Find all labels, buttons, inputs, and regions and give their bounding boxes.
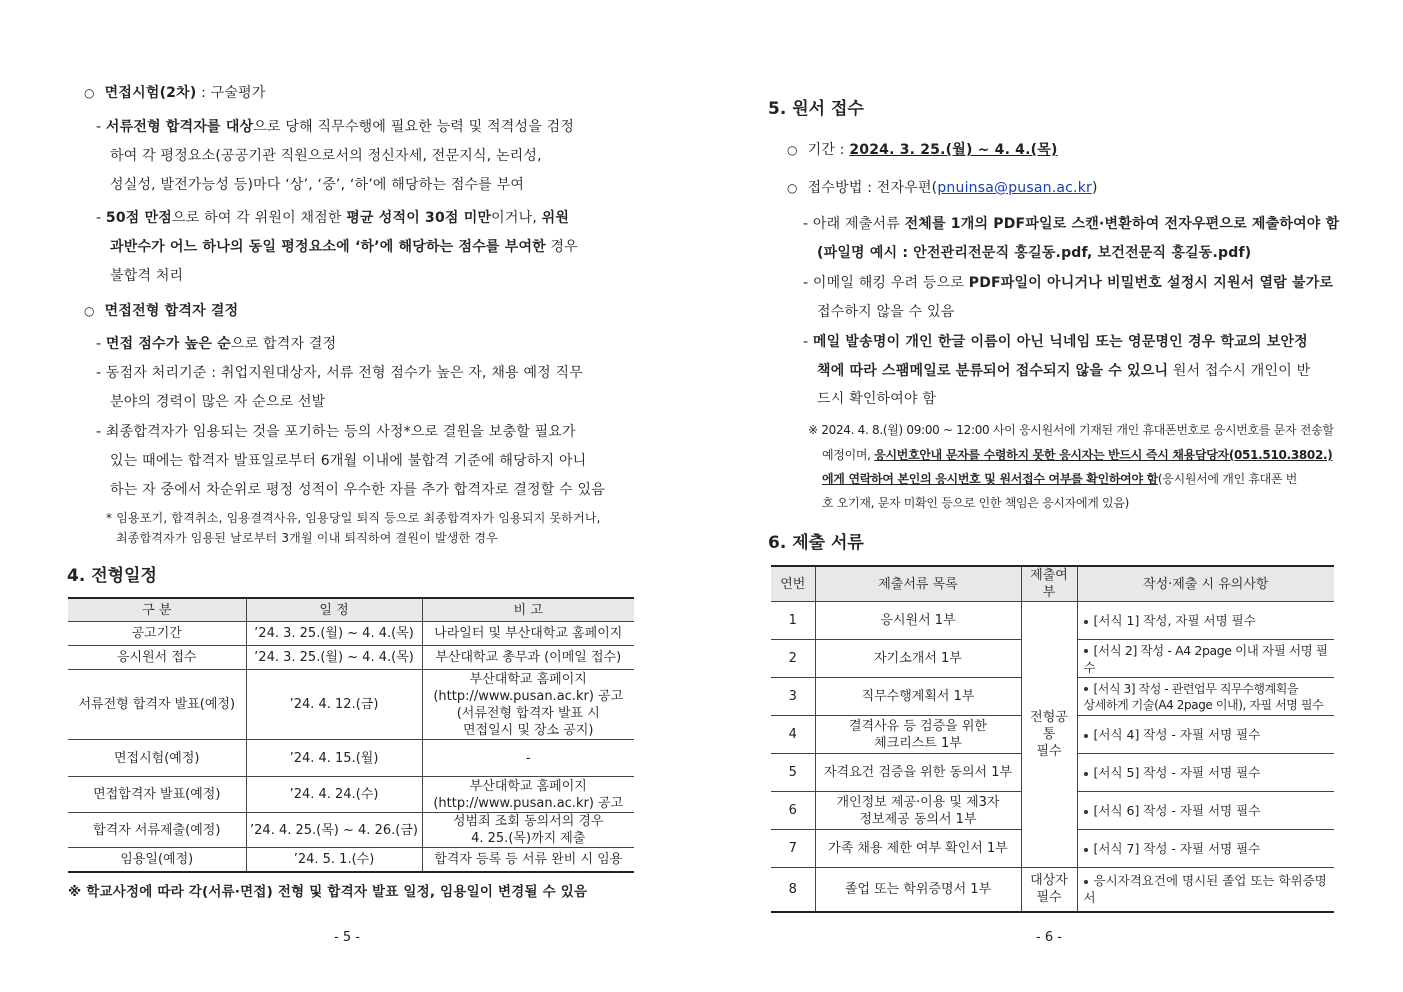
notice-line4: 호 오기재, 문자 미확인 등으로 인한 책임은 응시자에게 있음) xyxy=(822,496,1130,510)
table-row xyxy=(68,670,634,740)
table-header: 비 고 xyxy=(422,598,634,622)
table-cell: ’24. 5. 1.(수) xyxy=(246,848,422,872)
table-cell: 자기소개서 1부 xyxy=(815,640,1021,678)
table-header: 연번 xyxy=(771,566,815,602)
interview-p1-line2: 하여 각 평정요소(공공기관 직원으로서의 정신자세, 전문지식, 논리성, xyxy=(110,148,542,164)
table-header-row xyxy=(771,566,1334,602)
email-link[interactable]: pnuinsa@pusan.ac.kr xyxy=(937,180,1092,196)
period-line: ○ 기간 : 2024. 3. 25.(월) ~ 4. 4.(목) xyxy=(787,142,1058,158)
footnote-line2: 최종합격자가 임용된 날로부터 3개월 이내 퇴직하여 결원이 발생한 경우 xyxy=(116,531,498,545)
notice-line3: 에게 연락하여 본인의 응시번호 및 원서접수 여부를 확인하여야 함(응시원서에 개인 휴대폰 번 xyxy=(822,472,1298,486)
bullet-icon xyxy=(1084,772,1088,776)
table-cell: 1 xyxy=(771,602,815,640)
table-cell: ’24. 4. 15.(월) xyxy=(246,740,422,777)
table-cell: 3 xyxy=(771,678,815,716)
table-cell: 부산대학교 홈페이지 (http://www.pusan.ac.kr) 공고 (서류전형 합격자 발표 시 면접일시 및 장소 공지) xyxy=(422,670,634,740)
table-cell: 응시원서 접수 xyxy=(68,646,246,670)
table-row xyxy=(68,813,634,848)
required-target-cell: 대상자 필수 xyxy=(1021,868,1077,912)
table-header: 제출여부 xyxy=(1021,566,1077,602)
table-cell: 응시자격요건에 명시된 졸업 또는 학위증명서 xyxy=(1077,868,1334,912)
table-header: 일 정 xyxy=(246,598,422,622)
table-cell: 합격자 서류제출(예정) xyxy=(68,813,246,848)
decide-heading: ○ 면접전형 합격자 결정 xyxy=(84,303,239,319)
method-item2-line2: 접수하지 않을 수 있음 xyxy=(817,304,955,320)
table-cell: - xyxy=(422,740,634,777)
circle-bullet-icon: ○ xyxy=(84,304,95,318)
table-cell: 개인정보 제공·이용 및 제3자 정보제공 동의서 1부 xyxy=(815,792,1021,830)
circle-bullet-icon: ○ xyxy=(84,86,95,100)
required-common-cell: 전형공통 필수 xyxy=(1021,602,1077,868)
table-cell: ’24. 3. 25.(월) ~ 4. 4.(목) xyxy=(246,646,422,670)
table-row xyxy=(68,777,634,813)
table-cell: 면접합격자 발표(예정) xyxy=(68,777,246,813)
method-line: ○ 접수방법 : 전자우편(pnuinsa@pusan.ac.kr) xyxy=(787,180,1098,196)
notice-line2: 예정이며, 응시번호안내 문자를 수령하지 못한 응시자는 반드시 즉시 채용담당자(051.510.3802.) xyxy=(822,448,1333,462)
method-item1-line1: - 아래 제출서류 전체를 1개의 PDF파일로 스캔·변환하여 전자우편으로 제출하여야 함 xyxy=(803,216,1340,232)
table-cell: 자격요건 검증을 위한 동의서 1부 xyxy=(815,754,1021,792)
bullet-icon xyxy=(1084,687,1088,691)
table-cell: 직무수행계획서 1부 xyxy=(815,678,1021,716)
method-item2-line1: - 이메일 해킹 우려 등으로 PDF파일이 아니거나 비밀번호 설정시 지원서 열람 불가로 xyxy=(803,275,1334,291)
table-cell: 서류전형 합격자 발표(예정) xyxy=(68,670,246,740)
bullet-icon xyxy=(1084,620,1088,624)
schedule-table xyxy=(68,597,634,873)
interview-p2-line2: 과반수가 어느 하나의 동일 평정요소에 ‘하’에 해당하는 점수를 부여한 경우 xyxy=(110,239,579,255)
table-cell: ’24. 4. 25.(목) ~ 4. 26.(금) xyxy=(246,813,422,848)
table-cell: 2 xyxy=(771,640,815,678)
circle-bullet-icon: ○ xyxy=(787,143,798,157)
bullet-icon xyxy=(1084,734,1088,738)
circle-bullet-icon: ○ xyxy=(787,181,798,195)
table-cell: 8 xyxy=(771,868,815,912)
table-cell: 부산대학교 총무과 (이메일 접수) xyxy=(422,646,634,670)
documents-table xyxy=(771,565,1334,913)
notice-line1: ※ 2024. 4. 8.(월) 09:00 ~ 12:00 사이 응시원서에 기재된 개인 휴대폰번호로 응시번호를 문자 전송할 xyxy=(808,423,1334,437)
interview-p2-line1: - 50점 만점으로 하여 각 위원이 채점한 평균 성적이 30점 미만이거나, 위원 xyxy=(96,210,570,226)
interview-p2-line3: 불합격 처리 xyxy=(110,268,184,284)
table-cell: 졸업 또는 학위증명서 1부 xyxy=(815,868,1021,912)
footnote-line1: * 임용포기, 합격취소, 임용결격사유, 임용당일 퇴직 등으로 최종합격자가 임용되지 못하거나, xyxy=(106,511,601,525)
interview-heading: ○ 면접시험(2차) : 구술평가 xyxy=(84,85,266,101)
table-cell: [서식 7] 작성 - 자필 서명 필수 xyxy=(1077,830,1334,868)
bullet-icon xyxy=(1084,810,1088,814)
table-cell: [서식 3] 작성 - 관련업무 직무수행계획을 상세하게 기술(A4 2page 이내), 자필 서명 필수 xyxy=(1077,678,1334,716)
table-cell: [서식 5] 작성 - 자필 서명 필수 xyxy=(1077,754,1334,792)
table-header: 작성·제출 시 유의사항 xyxy=(1077,566,1334,602)
table-cell: 가족 채용 제한 여부 확인서 1부 xyxy=(815,830,1021,868)
table-cell: 결격사유 등 검증을 위한 체크리스트 1부 xyxy=(815,716,1021,754)
decide-line2: - 동점자 처리기준 : 취업지원대상자, 서류 전형 점수가 높은 자, 채용 예정 직무 xyxy=(96,365,583,381)
table-header: 제출서류 목록 xyxy=(815,566,1021,602)
bullet-icon xyxy=(1084,848,1088,852)
table-cell: [서식 2] 작성 - A4 2page 이내 자필 서명 필수 xyxy=(1077,640,1334,678)
table-cell: 나라일터 및 부산대학교 홈페이지 xyxy=(422,622,634,646)
decide-line2b: 분야의 경력이 많은 자 순으로 선발 xyxy=(110,394,326,410)
method-item1-line2: (파일명 예시 : 안전관리전문직 홍길동.pdf, 보건전문직 홍길동.pdf) xyxy=(817,245,1252,261)
bullet-icon xyxy=(1084,649,1088,653)
table-cell: ’24. 4. 24.(수) xyxy=(246,777,422,813)
table-row xyxy=(68,740,634,777)
table-cell: 7 xyxy=(771,830,815,868)
interview-p1-line3: 성실성, 발전가능성 등)마다 ‘상’, ‘중’, ‘하’에 해당하는 점수를 부여 xyxy=(110,177,525,193)
page-number-left: - 5 - xyxy=(334,930,360,945)
table-cell: 응시원서 1부 xyxy=(815,602,1021,640)
section-5-title: 5. 원서 접수 xyxy=(768,99,864,119)
table-cell: [서식 6] 작성 - 자필 서명 필수 xyxy=(1077,792,1334,830)
table-cell: 공고기간 xyxy=(68,622,246,646)
table-cell: 면접시험(예정) xyxy=(68,740,246,777)
table-header: 구 분 xyxy=(68,598,246,622)
section-6-title: 6. 제출 서류 xyxy=(768,533,864,553)
section-4-title: 4. 전형일정 xyxy=(67,566,157,586)
page-number-right: - 6 - xyxy=(1036,930,1062,945)
table-cell: 부산대학교 홈페이지 (http://www.pusan.ac.kr) 공고 xyxy=(422,777,634,813)
table-cell: [서식 4] 작성 - 자필 서명 필수 xyxy=(1077,716,1334,754)
table-row xyxy=(68,646,634,670)
table-cell: 임용일(예정) xyxy=(68,848,246,872)
interview-p1-line1: - 서류전형 합격자를 대상으로 당해 직무수행에 필요한 능력 및 적격성을 검정 xyxy=(96,119,575,135)
table-row xyxy=(771,602,1334,640)
table-row xyxy=(771,868,1334,912)
table-header-row xyxy=(68,598,634,622)
method-item3-line1: - 메일 발송명이 개인 한글 이름이 아닌 닉네임 또는 영문명인 경우 학교의 보안정 xyxy=(803,334,1308,350)
table-cell: 성범죄 조회 동의서의 경우 4. 25.(목)까지 제출 xyxy=(422,813,634,848)
table-cell: 합격자 등록 등 서류 완비 시 임용 xyxy=(422,848,634,872)
method-item3-line3: 드시 확인하여야 함 xyxy=(817,391,937,407)
table-row xyxy=(68,622,634,646)
decide-line1: - 면접 점수가 높은 순으로 합격자 결정 xyxy=(96,336,337,352)
table-cell: 6 xyxy=(771,792,815,830)
bullet-icon xyxy=(1084,880,1088,884)
table-cell: ’24. 4. 12.(금) xyxy=(246,670,422,740)
schedule-note: ※ 학교사정에 따라 각(서류·면접) 전형 및 합격자 발표 일정, 임용일이 변경될 수 있음 xyxy=(68,884,588,900)
decide-line3c: 하는 자 중에서 차순위로 평정 성적이 우수한 자를 추가 합격자로 결정할 수 있음 xyxy=(110,482,605,498)
table-row xyxy=(68,848,634,872)
table-cell: ’24. 3. 25.(월) ~ 4. 4.(목) xyxy=(246,622,422,646)
period-value: 2024. 3. 25.(월) ~ 4. 4.(목) xyxy=(849,142,1058,158)
decide-line3b: 있는 때에는 합격자 발표일로부터 6개월 이내에 불합격 기준에 해당하지 아니 xyxy=(110,453,587,469)
method-item3-line2: 책에 따라 스팸메일로 분류되어 접수되지 않을 수 있으니 원서 접수시 개인이 반 xyxy=(817,363,1311,379)
table-cell: 5 xyxy=(771,754,815,792)
table-cell: 4 xyxy=(771,716,815,754)
decide-line3: - 최종합격자가 임용되는 것을 포기하는 등의 사정*으로 결원을 보충할 필요가 xyxy=(96,424,576,440)
table-cell: [서식 1] 작성, 자필 서명 필수 xyxy=(1077,602,1334,640)
